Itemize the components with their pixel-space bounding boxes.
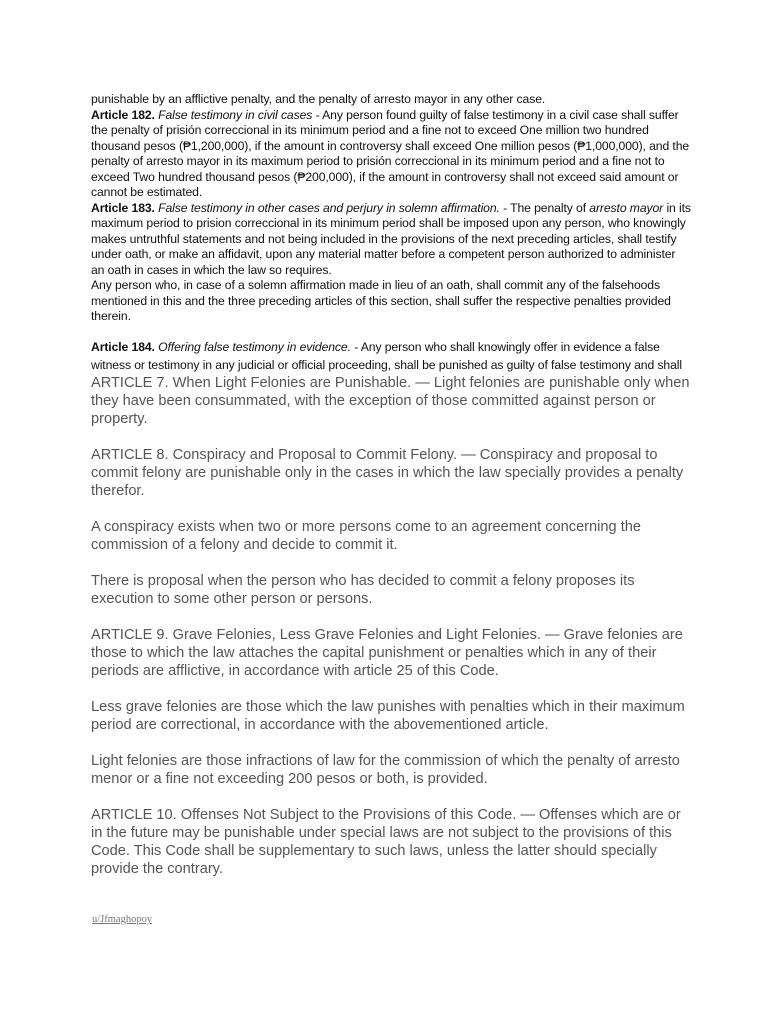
- article-182-title: False testimony in civil cases: [158, 107, 313, 122]
- article-8: [91, 446, 691, 500]
- article-183-paragraph-2: [91, 278, 691, 325]
- article-7-text: ARTICLE 7. When Light Felonies are Punishable. — Light felonies are punishable only when they have been consummated, with the exception of those committed against person or property.: [91, 374, 690, 427]
- document-page: [91, 92, 691, 896]
- paragraph-text: ARTICLE 9. Grave Felonies, Less Grave Felonies and Light Felonies. — Grave felonies are those to which the law attaches the capital punishment or penalties which in any of their periods are afflictive, in accordance with article 25 of this Code.: [91, 626, 683, 679]
- article-182-body: - Any person found guilty of false testimony in a civil case shall suffer the penalty of prisión correccional in its minimum period and a fine not to exceed One million two hundred thousand pesos (₱1,200,000), if the amount in controversy shall exceed One million pesos (₱1,000,000), and the penalty of arresto mayor in its maximum period to prisión correccional in its minimum period and a fine not to exceed Two hundred thousand pesos (₱200,000), if the amount in controversy shall not exceed said amount or cannot be estimated.: [91, 107, 690, 199]
- article-183-label: Article 183.: [91, 200, 155, 215]
- article-183-body-pre: - The penalty of: [499, 200, 590, 215]
- article-184-label: Article 184.: [91, 339, 155, 354]
- article-184-body: - Any person who shall knowingly offer in evidence a false witness or testimony in any judicial or official proceeding, shall be punished as guilty of false testimony and shall: [91, 339, 683, 372]
- dense-articles-block: [91, 92, 691, 325]
- article-182: [91, 108, 691, 201]
- article-184: [91, 339, 691, 428]
- article-184-title: Offering false testimony in evidence.: [158, 339, 351, 354]
- article-10: [91, 806, 691, 878]
- paragraph-text: punishable by an afflictive penalty, and the penalty of arresto mayor in any other case.: [91, 92, 546, 106]
- light-felonies: [91, 752, 691, 788]
- conspiracy-definition: [91, 518, 691, 554]
- paragraph-text: ARTICLE 8. Conspiracy and Proposal to Commit Felony. — Conspiracy and proposal to commit felony are punishable only in the cases in which the law specially provides a penalty therefor.: [91, 446, 684, 499]
- paragraph-text: There is proposal when the person who has decided to commit a felony proposes its execution to some other person or persons.: [91, 572, 635, 607]
- paragraph-text: ARTICLE 10. Offenses Not Subject to the Provisions of this Code. — Offenses which are or in the future may be punishable under special laws are not subject to the provisions of this Code. This Code shall be supplementary to such laws, unless the latter should specially provide the contrary.: [91, 806, 681, 877]
- article-183: [91, 201, 691, 279]
- article-183-body-post: in its maximum period to prision correccional in its minimum period shall be imposed upon any person, who knowingly makes untruthful statements and not being included in the provisions of the next preceding articles, shall testify under oath, or make an affidavit, upon any material matter before a competent person authorized to administer an oath in cases in which the law so requires.: [91, 200, 691, 277]
- paragraph-text: Less grave felonies are those which the law punishes with penalties which in their maximum period are correctional, in accordance with the abovementioned article.: [91, 698, 685, 733]
- article-182-label: Article 182.: [91, 107, 155, 122]
- spacer: [91, 325, 691, 339]
- proposal-definition: [91, 572, 691, 608]
- uploader-signature-link[interactable]: u/Jfmaghopoy: [92, 914, 153, 925]
- paragraph-text: A conspiracy exists when two or more persons come to an agreement concerning the commission of a felony and decide to commit it.: [91, 518, 641, 553]
- paragraph-afflictive-penalty: [91, 92, 691, 108]
- article-9: [91, 626, 691, 680]
- paragraph-text: Any person who, in case of a solemn affirmation made in lieu of an oath, shall commit any of the falsehoods mentioned in this and the three preceding articles of this section, shall suffer the respective penalties provided therein.: [91, 278, 671, 323]
- paragraph-text: Light felonies are those infractions of law for the commission of which the penalty of arresto menor or a fine not exceeding 200 pesos or both, is provided.: [91, 752, 680, 787]
- article-183-title: False testimony in other cases and perjury in solemn affirmation.: [158, 200, 500, 215]
- less-grave-felonies: [91, 698, 691, 734]
- article-183-body-italic: arresto mayor: [589, 200, 664, 215]
